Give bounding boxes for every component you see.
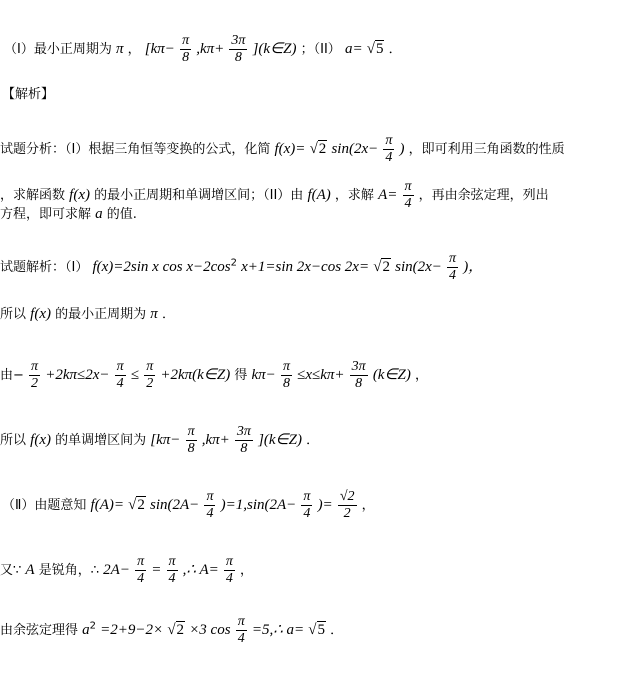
period-value: π	[115, 41, 124, 57]
sep: ，	[127, 42, 141, 57]
fraction: $\frac{\pi}{4}$	[404, 179, 412, 211]
sqrt: √5	[366, 41, 384, 57]
analysis-label: 试题分析：（I）根据三角恒等变换的公式，化简	[0, 142, 271, 157]
math: A	[25, 562, 35, 578]
a-eq: a=	[344, 41, 363, 57]
interval-close: ](k∈Z)	[252, 41, 297, 57]
solution-line-7	[0, 615, 343, 646]
fraction: $\frac{\pi}{4}$	[137, 554, 145, 586]
math: sin(2x−	[331, 141, 379, 157]
math: A=	[378, 187, 398, 203]
text: 所以	[0, 433, 27, 448]
sqrt: √2	[373, 259, 390, 275]
solution-label: 试题解析：（Ⅰ）	[0, 260, 89, 275]
text: ，	[240, 563, 254, 578]
text: 由−	[0, 368, 24, 383]
solution-line-4	[0, 425, 319, 456]
analysis-text: 的最小正周期和单调增区间；（II）由	[94, 188, 304, 203]
math: ](k∈Z)	[258, 432, 302, 448]
text: 又∵	[0, 563, 22, 578]
math: (k∈Z)	[372, 367, 411, 383]
text: 是锐角，∴	[38, 563, 100, 578]
math: sin(2A−	[150, 497, 200, 513]
math: x+1=sin 2x−cos 2x=	[241, 259, 370, 275]
fraction: $\frac{3\pi}{8}$	[236, 424, 251, 456]
math: +2kπ(k∈Z)	[160, 367, 231, 383]
fraction: $\frac{\pi}{4}$	[303, 489, 311, 521]
math: +2kπ≤2x−	[45, 367, 110, 383]
fraction: $\frac{\pi}{4}$	[237, 614, 245, 646]
analysis-text: ，即可利用三角函数的性质	[408, 142, 565, 157]
math: f(x)=	[274, 141, 306, 157]
math: 2A−	[103, 562, 130, 578]
exponent: 2	[230, 257, 237, 269]
solution-line-5	[2, 490, 375, 521]
analysis-text: 的值.	[106, 207, 137, 222]
text: 由余弦定理得	[0, 623, 79, 638]
fraction: $\frac{\pi}{4}$	[385, 133, 393, 165]
fraction: $\frac{3\pi}{8}$	[231, 33, 246, 65]
math: f(x)	[30, 432, 51, 448]
math: =2+9−2×	[100, 622, 164, 638]
sep: ；（II）	[300, 42, 341, 57]
solution-line-3	[0, 360, 428, 391]
fraction: $\frac{\pi}{2}$	[146, 359, 154, 391]
text: 所以	[0, 307, 27, 322]
fraction: $\frac{3\pi}{8}$	[351, 359, 366, 391]
text: 得	[234, 368, 248, 383]
section-title: 【解析】	[2, 87, 55, 102]
fraction: $\frac{\pi}{4}$	[168, 554, 176, 586]
fraction: $\frac{\pi}{4}$	[206, 489, 214, 521]
math: ≤x≤kπ+	[297, 367, 345, 383]
math: =	[151, 562, 162, 578]
math: kπ−	[251, 367, 276, 383]
math: π	[150, 306, 158, 322]
math: ,kπ+	[201, 432, 230, 448]
answer-label: （I）最小正周期为	[4, 42, 112, 57]
solution-line-2	[0, 305, 175, 324]
analysis-text: ，再由余弦定理，列出	[418, 188, 549, 203]
analysis-text: 方程，即可求解	[0, 207, 92, 222]
math: a	[95, 206, 103, 222]
text: ．	[330, 623, 344, 638]
math: )=	[317, 497, 333, 513]
analysis-line-1	[0, 134, 565, 165]
sqrt: √5	[308, 622, 326, 638]
math: )=1,sin(2A−	[220, 497, 297, 513]
math: =5,∴ a=	[251, 622, 305, 638]
analysis-line-3	[0, 205, 137, 224]
math: sin(2x−	[395, 259, 442, 275]
interval-mid: ,kπ+	[196, 41, 225, 57]
math: ≤	[130, 367, 140, 383]
math: f(A)	[307, 187, 331, 203]
fraction: $\frac{\pi}{8}$	[187, 424, 195, 456]
analysis-text: ，求解	[334, 188, 374, 203]
fraction: $\frac{\pi}{4}$	[116, 359, 124, 391]
fraction: $\frac{√2}{2}$	[339, 489, 355, 521]
text: 的最小正周期为	[55, 307, 147, 322]
exponent: 2	[89, 620, 97, 632]
math: f(A)=	[90, 497, 124, 513]
solution-line-1	[0, 252, 483, 283]
math: [kπ−	[150, 432, 181, 448]
math: f(x)	[30, 306, 51, 322]
text: ．	[306, 433, 320, 448]
fraction: $\frac{\pi}{2}$	[31, 359, 39, 391]
interval-open: [kπ−	[144, 41, 175, 57]
answer-line	[4, 34, 402, 65]
math: f(x)	[69, 187, 90, 203]
math: ,∴ A=	[182, 562, 219, 578]
text: 的单调增区间为	[55, 433, 147, 448]
end-punct: ．	[388, 42, 402, 57]
solution-line-6	[0, 555, 253, 586]
fraction: $\frac{\pi}{8}$	[282, 359, 290, 391]
math: a	[82, 622, 90, 638]
fraction: $\frac{\pi}{4}$	[225, 554, 233, 586]
math: ×3 cos	[189, 622, 231, 638]
fraction: $\frac{\pi}{4}$	[449, 251, 457, 283]
text: ，	[415, 368, 429, 383]
math: )	[399, 141, 405, 157]
text: ．	[161, 307, 175, 322]
sqrt: √2	[309, 141, 327, 157]
sqrt: √2	[167, 622, 185, 638]
math: )，	[463, 259, 484, 275]
text: ，	[361, 498, 375, 513]
sqrt: √2	[128, 497, 145, 513]
text: （Ⅱ）由题意知	[2, 498, 87, 513]
analysis-text: ，求解函数	[0, 188, 66, 203]
fraction: $\frac{\pi}{8}$	[182, 33, 190, 65]
math: f(x)=2sin x cos x−2cos	[92, 259, 231, 275]
